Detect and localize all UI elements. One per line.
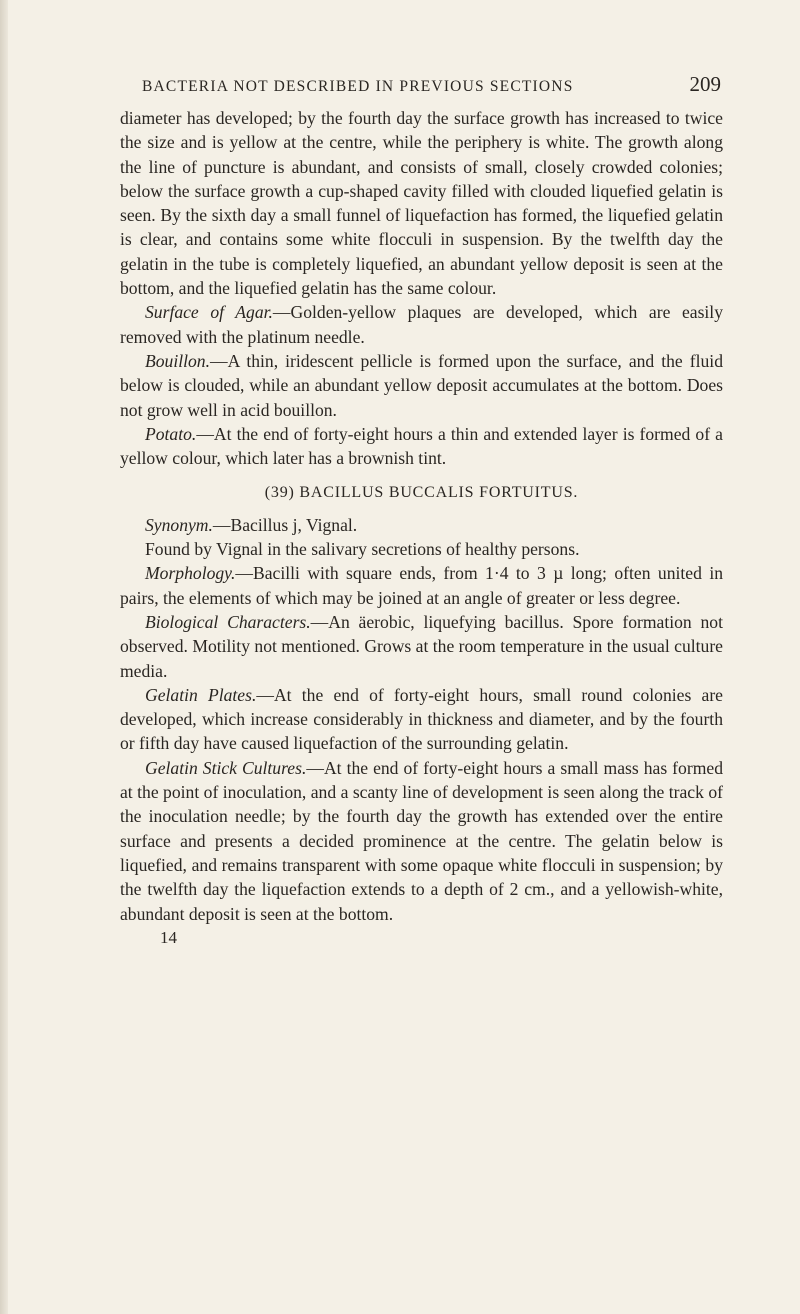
body-text <box>120 106 723 948</box>
paragraph <box>120 300 723 349</box>
page-number: 209 <box>689 72 721 96</box>
paragraph <box>120 683 723 756</box>
paragraph <box>120 513 723 537</box>
paragraph <box>120 756 723 926</box>
paragraph-text: —A thin, iridescent pellicle is formed upon the surface, and the fluid below is clouded, while an abundant yellow deposit accumulates at the bottom. Does not grow well in acid bouillon. <box>120 350 723 420</box>
paragraph: diameter has developed; by the fourth day the surface growth has increased to twice the size and is yellow at the centre, while the periphery is white. The growth along the line of puncture is abundant, and consists of small, closely crowded colonies; below the surface growth a cup-shaped cavity filled with clouded liquefied gelatin is seen. By the sixth day a small funnel of liquefaction has formed, the liquefied gelatin is clear, and contains some white flocculi in suspension. By the twelfth day the gelatin in the tube is completely liquefied, an abundant yellow deposit is seen at the bottom, and the liquefied gelatin has the same colour. <box>120 108 723 299</box>
book-page <box>120 66 723 948</box>
paragraph <box>120 610 723 683</box>
running-head: BACTERIA NOT DESCRIBED IN PREVIOUS SECTIONS <box>142 78 574 95</box>
term-bouillon: Bouillon. <box>145 350 210 371</box>
paragraph <box>120 349 723 422</box>
paragraph-text: —At the end of forty-eight hours a small mass has formed at the point of inoculation, and a scanty line of development is seen along the track of the inoculation needle; by the fourth day the growth has extended over the entire surface and presents a decided prominence at the centre. The gelatin below is liquefied, and remains transparent with some opaque white flocculi in suspension; by the twelfth day the liquefaction extends to a depth of 2 cm., and a yellowish-white, abundant deposit is seen at the bottom. <box>120 757 723 924</box>
term-synonym: Synonym. <box>145 514 213 535</box>
term-surface-of-agar: Surface of Agar. <box>145 302 273 323</box>
paragraph-text: —Golden-yellow plaques are developed, which are easily removed with the platinum needle. <box>120 302 723 347</box>
paragraph: Found by Vignal in the salivary secretions of healthy persons. <box>145 539 580 560</box>
term-gelatin-stick-cultures: Gelatin Stick Cultures. <box>145 757 307 778</box>
paragraph <box>120 422 723 471</box>
paragraph-text: —Bacilli with square ends, from 1·4 to 3 µ long; often united in pairs, the elements of which may be joined at an angle of greater or less degree. <box>120 563 723 608</box>
paragraph-text: —At the end of forty-eight hours, small round colonies are developed, which increase considerably in thickness and diameter, and by the fourth or fifth day have caused liquefaction of the surrounding gelatin. <box>120 684 723 754</box>
paragraph-text: —At the end of forty-eight hours a thin and extended layer is formed of a yellow colour, which later has a brownish tint. <box>120 423 723 469</box>
term-morphology: Morphology. <box>145 563 236 584</box>
term-gelatin-plates: Gelatin Plates. <box>145 684 257 705</box>
term-biological-characters: Biological Characters. <box>145 611 311 632</box>
paragraph-text: —Bacillus j, Vignal. <box>212 514 358 535</box>
page-header <box>120 66 723 106</box>
signature-mark: 14 <box>160 927 177 947</box>
page-gutter-shadow <box>0 0 8 1314</box>
section-title: (39) BACILLUS BUCCALIS FORTUITUS. <box>264 484 579 502</box>
paragraph-text: —An äerobic, liquefying bacillus. Spore formation not observed. Motility not mentioned. Grows at the room temperature in the usual culture media. <box>120 611 723 681</box>
term-potato: Potato. <box>145 423 197 444</box>
paragraph <box>120 561 723 610</box>
